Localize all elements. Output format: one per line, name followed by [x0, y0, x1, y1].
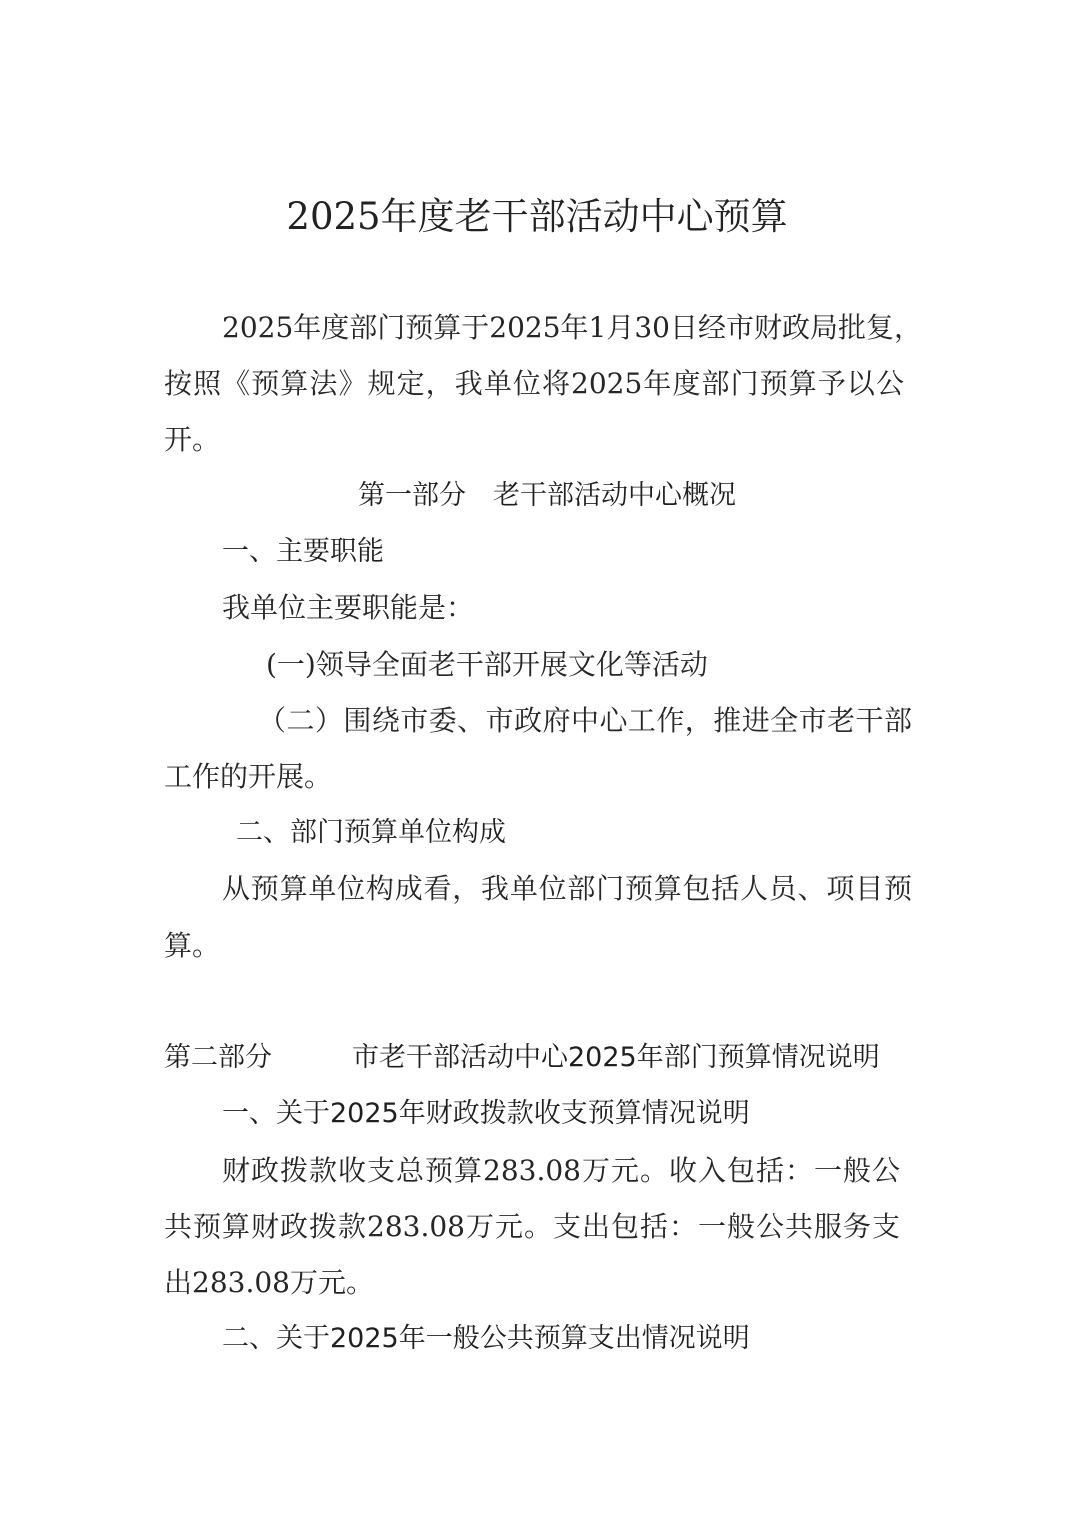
part1-heading: 第一部分 老干部活动中心概况 — [358, 480, 736, 511]
part1-section2-body-line1: 从预算单位构成看，我单位部门预算包括人员、项目预 — [222, 872, 912, 905]
part2-section2-heading: 二、关于2025年一般公共预算支出情况说明 — [222, 1323, 750, 1354]
part1-section1-item2-line2: 工作的开展。 — [164, 760, 333, 793]
part1-section1-lead: 我单位主要职能是： — [222, 591, 475, 624]
part1-section2-heading: 二、部门预算单位构成 — [236, 817, 506, 848]
part2-section1-heading: 一、关于2025年财政拨款收支预算情况说明 — [222, 1098, 750, 1129]
document-title: 2025年度老干部活动中心预算 — [286, 195, 788, 238]
intro-line-1: 2025年度部门预算于2025年1月30日经市财政局批复， — [222, 311, 922, 344]
part1-section1-item2-line1: （二）围绕市委、市政府中心工作，推进全市老干部 — [258, 704, 912, 737]
intro-line-3: 开。 — [164, 423, 221, 456]
part1-section1-item1: (一)领导全面老干部开展文化等活动 — [266, 648, 708, 681]
part2-section1-body-line2: 共预算财政拨款283.08万元。支出包括：一般公共服务支 — [164, 1210, 900, 1243]
part2-section1-body-line3: 出283.08万元。 — [164, 1266, 374, 1299]
part1-section2-body-line2: 算。 — [164, 929, 221, 962]
part2-heading-prefix: 第二部分 — [164, 1042, 272, 1073]
intro-line-2: 按照《预算法》规定，我单位将2025年度部门预算予以公 — [164, 367, 904, 400]
part2-heading-text: 市老干部活动中心2025年部门预算情况说明 — [352, 1042, 880, 1073]
part1-section1-heading: 一、主要职能 — [222, 536, 384, 567]
part2-section1-body-line1: 财政拨款收支总预算283.08万元。收入包括：一般公 — [222, 1154, 900, 1187]
